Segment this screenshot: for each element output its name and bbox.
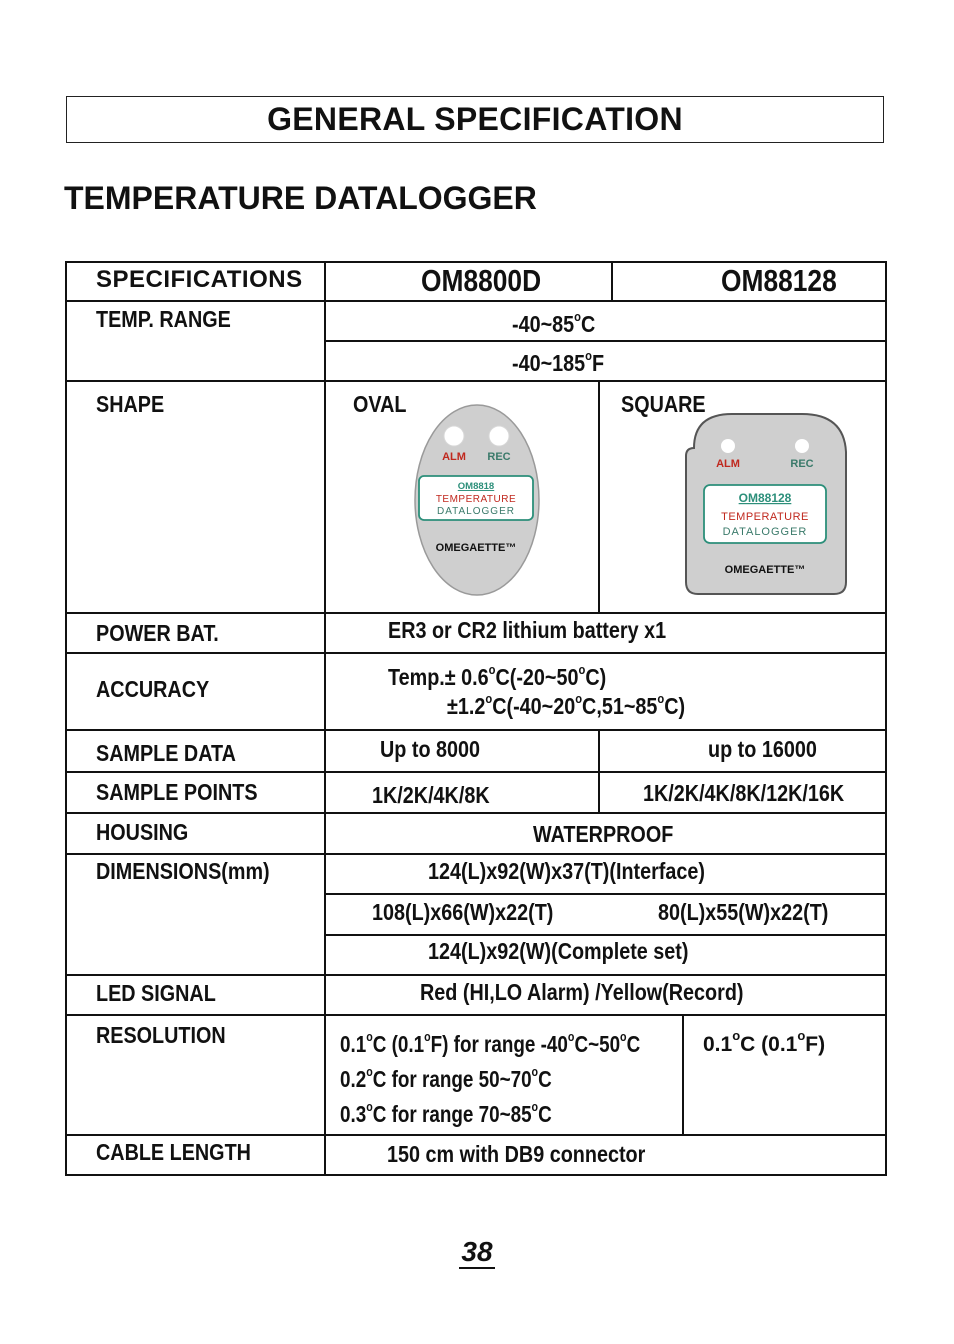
housing-value: WATERPROOF [533,821,674,847]
column-divider [682,1015,684,1135]
label-cable-length: CABLE LENGTH [96,1139,251,1165]
row-divider [65,380,887,382]
oval-temp-label: TEMPERATURE [435,494,517,505]
power-bat-value: ER3 or CR2 lithium battery x1 [388,617,667,643]
dimensions-complete-set: 124(L)x92(W)(Complete set) [428,938,689,964]
row-divider [65,1014,887,1016]
sample-points-a: 1K/2K/4K/8K [372,782,490,808]
dimensions-b: 80(L)x55(W)x22(T) [658,899,829,925]
row-divider [65,300,887,302]
resolution-line-1: 0.1$^o$C (0.1$^o$F) for range -40$^o$C~50$^o$C [340,1029,641,1057]
column-divider [598,730,600,813]
column-divider [611,261,613,301]
row-divider [65,853,887,855]
header-specifications: SPECIFICATIONS [96,266,303,293]
dimensions-interface: 124(L)x92(W)x37(T)(Interface) [428,858,706,884]
page-subtitle: TEMPERATURE DATALOGGER [64,180,537,216]
square-device-svg [684,412,850,597]
page-number [0,1236,954,1268]
row-divider [65,729,887,731]
square-rec-label: REC [790,458,814,470]
label-sample-data: SAMPLE DATA [96,740,236,766]
banner-title: GENERAL SPECIFICATION [267,101,683,137]
row-divider [65,612,887,614]
square-datalogger-illustration [684,412,850,597]
oval-alm-label: ALM [442,451,466,463]
oval-brand-label: OMEGAETTE™ [435,542,517,554]
table-border [65,1174,887,1176]
label-housing: HOUSING [96,819,189,845]
row-divider [325,893,887,895]
label-accuracy: ACCURACY [96,676,210,702]
label-dimensions: DIMENSIONS(mm) [96,858,270,884]
column-divider [324,261,326,1176]
header-model-b: OM88128 [721,263,837,298]
oval-device-svg [413,403,541,597]
table-border [65,261,67,1176]
column-divider [598,381,600,612]
shape-a: OVAL [353,391,407,417]
square-temp-label: TEMPERATURE [721,511,809,523]
table-border [885,261,887,1176]
sample-points-b: 1K/2K/4K/8K/12K/16K [643,780,845,806]
rec-led-icon [489,426,509,446]
rec-led-icon [795,439,809,453]
row-divider [65,974,887,976]
temp-range-celsius: -40~85$^o$C [512,309,596,337]
oval-model-label: OM8818 [457,481,495,492]
row-divider [325,934,887,936]
row-divider [65,1134,887,1136]
oval-datalogger-illustration [413,403,541,597]
header-model-a: OM8800D [421,263,542,298]
resolution-line-3: 0.3$^o$C for range 70~85$^o$C [340,1099,552,1127]
oval-datalogger-label: DATALOGGER [437,506,515,517]
square-model-label: OM88128 [738,491,792,505]
label-led-signal: LED SIGNAL [96,980,216,1006]
oval-rec-label: REC [487,451,511,463]
row-divider [65,812,887,814]
cable-length-value: 150 cm with DB9 connector [387,1141,646,1167]
page-number-text: 38 [461,1236,493,1267]
led-signal-value: Red (HI,LO Alarm) /Yellow(Record) [420,979,744,1005]
square-brand-label: OMEGAETTE™ [724,564,806,576]
label-temp-range: TEMP. RANGE [96,306,231,332]
square-alm-label: ALM [716,458,740,470]
dimensions-a: 108(L)x66(W)x22(T) [372,899,554,925]
alm-led-icon [444,426,464,446]
square-datalogger-label: DATALOGGER [722,526,808,538]
shape-b: SQUARE [621,391,706,417]
sample-data-a: Up to 8000 [380,736,481,762]
row-divider [325,340,887,342]
alm-led-icon [721,439,735,453]
resolution-line-2: 0.2$^o$C for range 50~70$^o$C [340,1064,552,1092]
section-banner [66,96,884,143]
spec-table [65,261,887,1176]
label-resolution: RESOLUTION [96,1022,226,1048]
temp-range-fahrenheit: -40~185$^o$F [512,348,605,376]
row-divider [65,652,887,654]
label-power-bat: POWER BAT. [96,620,219,646]
sample-data-b: up to 16000 [708,736,817,762]
resolution-b: 0.1$^o$C (0.1$^o$F) [703,1028,826,1056]
label-sample-points: SAMPLE POINTS [96,779,258,805]
row-divider [65,771,887,773]
accuracy-line-1: Temp.± $0.6^oC(-20\sim 50^oC)$ [388,662,607,690]
accuracy-line-2: $\pm 1.2^oC(-40\sim 20^oC,51\sim 85^oC)$ [447,691,686,719]
label-shape: SHAPE [96,391,165,417]
